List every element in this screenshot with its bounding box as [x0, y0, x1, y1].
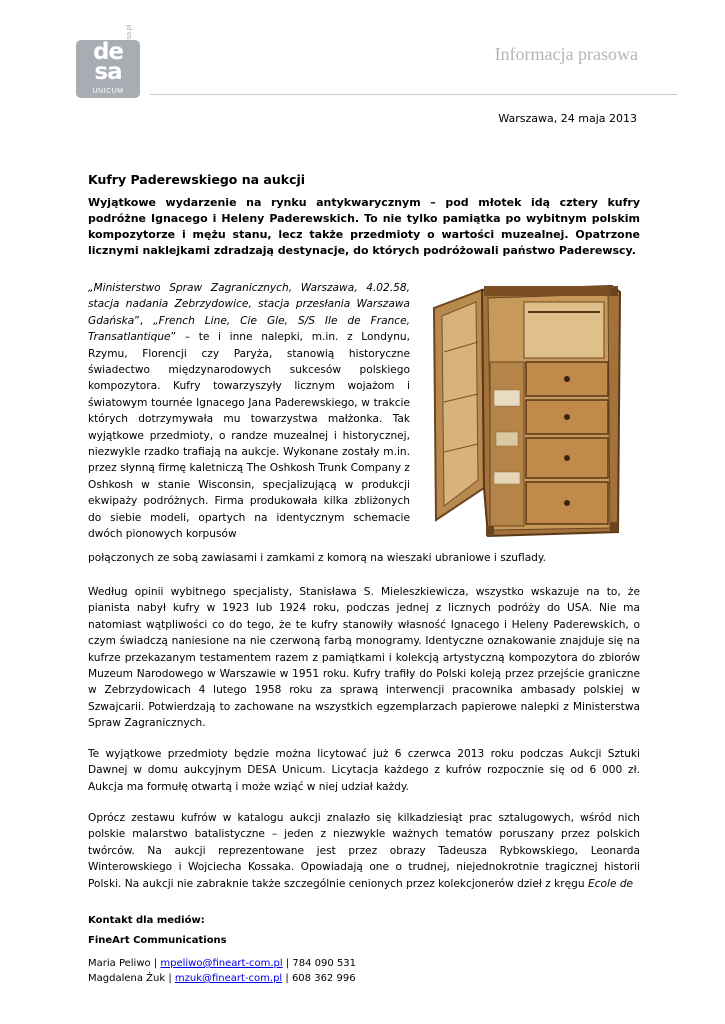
- contact-agency: FineArt Communications: [88, 935, 227, 946]
- press-date: Warszawa, 24 maja 2013: [498, 112, 637, 125]
- trunk-photo: [424, 282, 636, 542]
- paragraph-auction: Te wyjątkowe przedmioty będzie można licytować już 6 czerwca 2013 roku podczas Aukcji Sztuki Dawnej w domu aukcyjnym DESA Unicum. Licytacja każdego z kufrów rozpocznie się od 6 000 zł. Aukcja ma formułę otwartą i może wziąć w niej udział każdy.: [88, 748, 640, 793]
- media-contact: [88, 914, 648, 986]
- article-title: Kufry Paderewskiego na aukcji: [88, 172, 306, 187]
- document-type-label: Informacja prasowa: [494, 44, 638, 64]
- contact-person: [88, 956, 648, 971]
- paragraph-labels-text: ” – te i inne nalepki, m.in. z Londynu, Rzymu, Florencji czy Paryża, stanowią historyczne świadectwo międzynarodowych sukcesów polskiego kompozytora. Kufry towarzyszyły licznym wojażom i światowym tournée Ignacego Jana Paderewskiego, w trakcie których dotrzymywała mu towarzystwa małżonka. Tak wyjątkowe przedmioty, o randze muzealnej i historycznej, niezwykle rzadko trafiają na aukcje. Wykonane zostały m.in. przez słynną firmę kaletniczą The Oshkosh Trunk Company z Oshkosh w stanie Wisconsin, specjalizującą w produkcji ekwipaży podróżnych. Firma produkowała kilka zbliżonych do siebie modeli, opartych na identycznym schemacie dwóch pionowych korpusów: [88, 331, 410, 541]
- logo-url: www.desa.pl: [126, 24, 133, 64]
- logo-text-top: de: [92, 39, 124, 65]
- paragraph-other-works-text: Oprócz zestawu kufrów w katalogu aukcji znalazło się kilkadziesiąt prac sztalugowych, wśród nich polskie malarstwo batalistyczne – jeden z niezwykle ważnych tematów poruszany przez polskich twórców. Na aukcji reprezentowane jest przez obrazy Tadeusza Rybkowskiego, Leonarda Winterowskiego i Wojciecha Kossaka. Opowiadają one o trudnej, niejednokrotnie tragicznej historii Polski. Na aukcji nie zabraknie także szczególnie cenionych przez kolekcjonerów dzieł z kręgu: [88, 812, 640, 890]
- paragraph-provenance: Według opinii wybitnego specjalisty, Stanisława S. Mieleszkiewicza, wszystko wskazuje na to, że pianista nabył kufry w 1923 lub 1924 roku, podczas jednej z licznych podróży do USA. Nie ma natomiast wątpliwości co do tego, że te kufry stanowiły własność Ignacego i Heleny Paderewskich, o czym świadczą naniesione na nie czerwoną farbą monogramy. Identyczne oznakowanie znajduje się na kufrze przekazanym testamentem razem z pamiątkami i kolekcją artystyczną kompozytora do zbiorów Muzeum Narodowego w Warszawie w 1951 roku. Kufry trafiły do Polski koleją przez przejście graniczne w Zebrzydowicach 4 lutego 1958 roku za sprawą interwencji pracownika ambasady polskiej w Szwajcarii. Potwierdzają to zachowane na wszystkich egzemplarzach papierowe nalepki z Ministerstwa Spraw Zagranicznych.: [88, 586, 640, 730]
- quote-french-line-label: „French Line, Cie Gle, S/S Ile de France, Transatlantique: [88, 314, 410, 344]
- logo-subtitle: UNICUM: [92, 88, 124, 95]
- contact-name: Magdalena Żuk |: [88, 973, 175, 984]
- quote-separator: ”,: [134, 314, 154, 327]
- paragraph-labels-tail: połączonych ze sobą zawiasami i zamkami z komorą na wieszaki ubraniowe i szuflady.: [88, 552, 547, 564]
- contact-email-link[interactable]: mzuk@fineart-com.pl: [174, 973, 283, 984]
- contact-heading: Kontakt dla mediów:: [88, 915, 205, 926]
- paragraph-other-works-italic: Ecole de: [588, 877, 634, 890]
- contact-name: Maria Peliwo |: [88, 958, 161, 969]
- lead-paragraph: Wyjątkowe wydarzenie na rynku antykwarycznym – pod młotek idą cztery kufry podróżne Ignacego i Heleny Paderewskich. To nie tylko pamiątka po wybitnym polskim kompozytorze i mężu stanu, lecz także przedmioty o wartości muzealnej. Opatrzone licznymi naklejkami zdradzają destynacje, do których podróżowali państwo Paderewscy.: [88, 196, 640, 257]
- contact-person: [88, 971, 648, 986]
- paragraph-other-works: [88, 810, 640, 892]
- contact-phone: | 784 090 531: [282, 958, 357, 969]
- logo-text-middle: sa: [94, 59, 122, 85]
- paragraph-labels: [88, 280, 410, 543]
- quote-msz-label: „Ministerstwo Spraw Zagranicznych, Warszawa, 4.02.58, stacja nadania Zebrzydowice, stacja przesłania Warszawa Gdańska: [88, 282, 410, 327]
- header-divider: [150, 94, 677, 95]
- contact-email-link[interactable]: mpeliwo@fineart-com.pl: [160, 958, 283, 969]
- contact-phone: | 608 362 996: [282, 973, 356, 984]
